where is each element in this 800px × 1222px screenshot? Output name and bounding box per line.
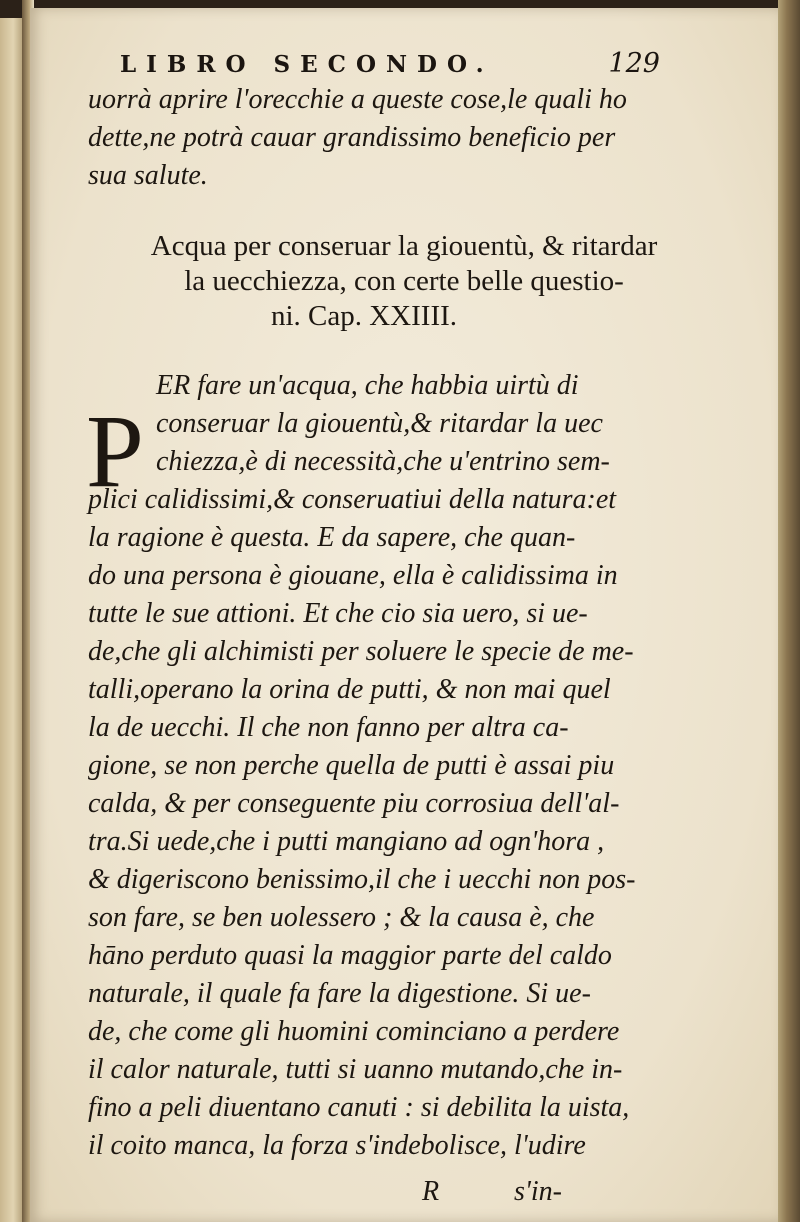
book-page <box>30 8 778 1222</box>
body-line: plici calidissimi,& conseruatiui della natura:et <box>88 484 617 515</box>
intro-line: uorrà aprire l'orecchie a queste cose,le quali ho <box>88 84 627 115</box>
body-line: naturale, il quale fa fare la digestione. Si ue- <box>88 978 591 1009</box>
body-line: la ragione è questa. E da sapere, che quan- <box>88 522 576 553</box>
intro-line: sua salute. <box>88 160 208 191</box>
body-line: calda, & per conseguente piu corrosiua dell'al- <box>88 788 620 819</box>
drop-capital: P <box>86 394 144 509</box>
body-line: de,che gli alchimisti per soluere le specie de me- <box>88 636 634 667</box>
body-line: hāno perduto quasi la maggior parte del caldo <box>88 940 612 971</box>
running-head <box>120 48 660 79</box>
body-line: & digeriscono benissimo,il che i uecchi non pos- <box>88 864 636 895</box>
right-page-edge <box>778 0 800 1222</box>
page-number: 129 <box>608 48 660 79</box>
body-line: ER fare un'acqua, che habbia uirtù di <box>156 370 579 401</box>
left-page-edge <box>0 18 22 1222</box>
signature-mark: R <box>422 1176 440 1207</box>
body-line: tra.Si uede,che i putti mangiano ad ogn'hora , <box>88 826 605 857</box>
body-line: talli,operano la orina de putti, & non mai quel <box>88 674 611 705</box>
chapter-title-line: ni. Cap. XXIIII. <box>270 300 458 332</box>
intro-line: dette,ne potrà cauar grandissimo beneficio per <box>88 122 616 153</box>
running-head-title: LIBRO SECONDO. <box>120 51 494 78</box>
catchword: s'in- <box>514 1176 562 1207</box>
body-line: conseruar la giouentù,& ritardar la uec <box>156 408 603 439</box>
chapter-title-line: Acqua per conseruar la giouentù, & ritardar <box>150 230 658 262</box>
body-line: tutte le sue attioni. Et che cio sia uero, si ue- <box>88 598 588 629</box>
body-line: gione, se non perche quella de putti è assai piu <box>88 750 615 781</box>
body-line: do una persona è giouane, ella è calidissima in <box>88 560 618 591</box>
body-line: son fare, se ben uolessero ; & la causa è, che <box>88 902 595 933</box>
body-line: il coito manca, la forza s'indebolisce, l'udire <box>88 1130 586 1161</box>
body-line: il calor naturale, tutti si uanno mutando,che in- <box>88 1054 623 1085</box>
body-line: fino a peli diuentano canuti : si debilita la uista, <box>88 1092 630 1123</box>
body-line: de, che come gli huomini cominciano a perdere <box>88 1016 620 1047</box>
body-line: la de uecchi. Il che non fanno per altra ca- <box>88 712 569 743</box>
body-line: chiezza,è di necessità,che u'entrino sem- <box>156 446 610 477</box>
chapter-title-line: la uecchiezza, con certe belle questio- <box>184 265 624 297</box>
